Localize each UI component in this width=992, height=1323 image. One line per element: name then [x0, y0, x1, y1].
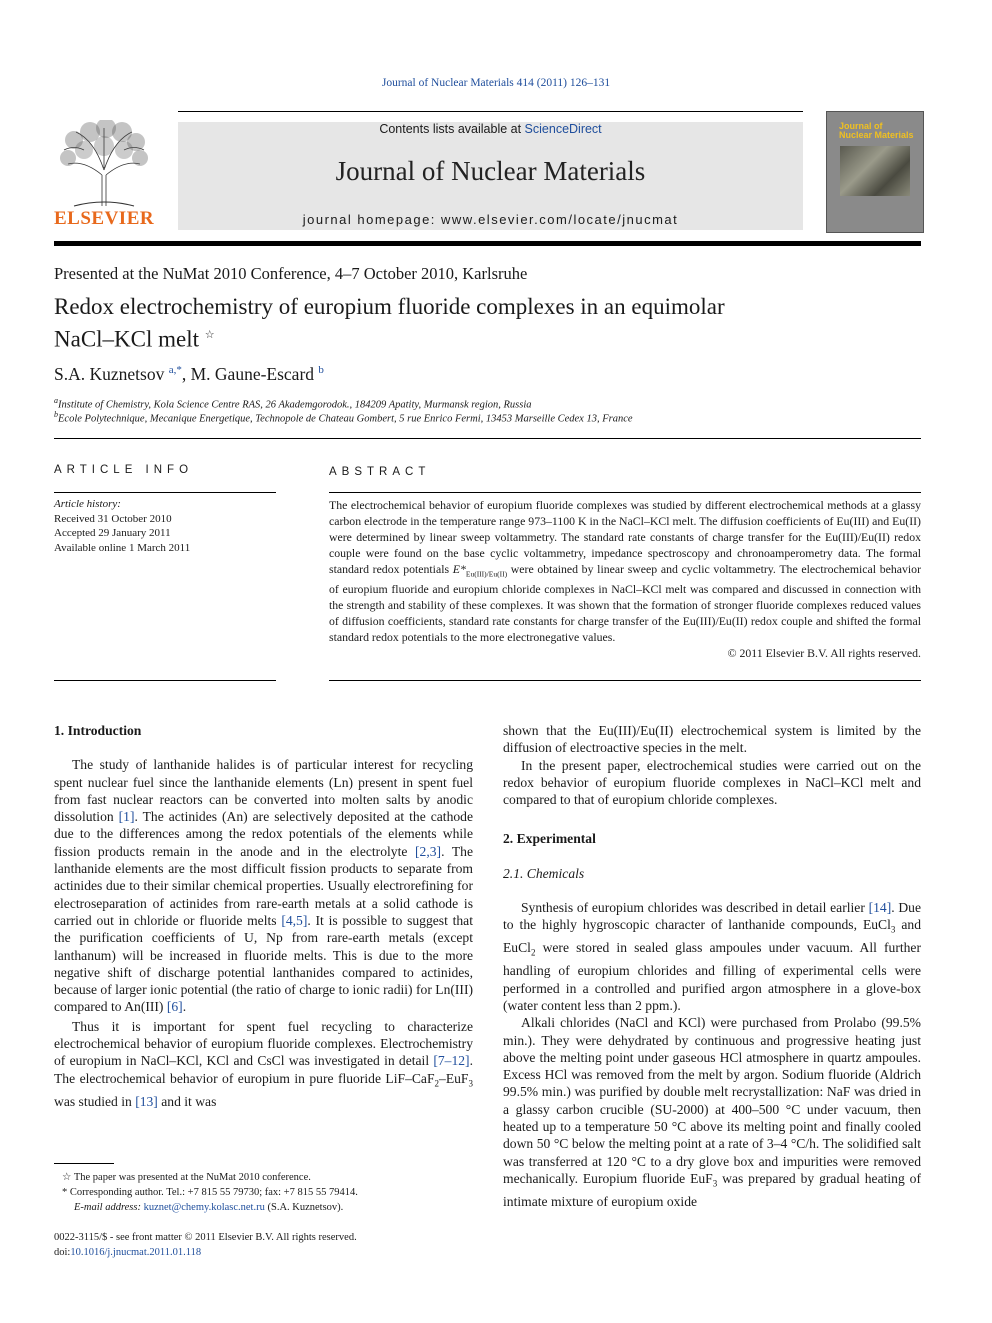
history-label: Article history: — [54, 498, 121, 510]
doi-label: doi: — [54, 1247, 71, 1258]
paragraph: In the present paper, electrochemical studies were carried out on the redox behavior of europium fluoride complexes in NaCl–KCl melt and compared to that of europium chloride complexes. — [503, 757, 921, 808]
author-affil-marker[interactable]: b — [318, 364, 324, 377]
email-owner: (S.A. Kuznetsov). — [264, 1202, 344, 1213]
redox-symbol-subscript: Eu(III)/Eu(II) — [465, 568, 508, 578]
journal-cover[interactable] — [826, 111, 924, 233]
paragraph: Thus it is important for spent fuel recycling to characterize electrochemical behavior of europium fluoride complexes. Electrochemistry of europium in NaCl–KCl, KCl and CsCl was investigated in detail [7–12]. The electrochemical behavior of europium in pure fluoride LiF–CaF$_2$–EuF$_3$ was studied in [13] and it was — [54, 1018, 473, 1109]
abstract-text: The electrochemical behavior of europium fluoride complexes was studied by different electrochemical methods at a glassy carbon electrode in the temperature range 973–1100 K in the NaCl–KCl melt. The diffusion coefficients of Eu(III) and Eu(II) were determined by linear sweep voltammetry. The standard rate constants of charge transfer for the Eu(III)/Eu(II) redox couple were found on the base cyclic voltammetry, impedance spectroscopy and chronoamperometry data. The formal standard redox potentials — [329, 498, 921, 576]
author-list — [54, 364, 324, 385]
paragraph: The study of lanthanide halides is of particular interest for recycling spent nuclear fuel since the lanthanide elements (Ln) present in spent fuel from fast nuclear reactors can be converted into molten salts by anodic dissolution [1]. The actinides (An) are selectively deposited at the cathode due to the differences among the redox potentials of the elements while fission products remain in the anode and in the electrolyte [2,3]. The lanthanide elements are the most difficult fission products to separate from actinides due to their similar chemical properties. Usually electrorefining for electroseparation of actinides from rare-earth metals at a solid cathode is carried out in chloride or fluoride melts [4,5]. It is possible to suggest that the purification coefficients of U, Np from rare-earth metals (except lanthanum) will be increased in fluoride melts. This is due to the more negative shift of discharge potential lanthanides compared to actinides, because of larger ionic potential (the ratio of charge to ionic radii) for Ln(III) compared to An(III) [6]. — [54, 757, 474, 1015]
abstract-copyright: © 2011 Elsevier B.V. All rights reserved. — [727, 645, 921, 660]
reference-link[interactable]: [7–12] — [433, 1053, 470, 1069]
title-line1: Redox electrochemistry of europium fluoride complexes in an equimolar — [54, 294, 725, 319]
title-footnote-mark[interactable]: ☆ — [204, 329, 215, 341]
journal-title: Journal of Nuclear Materials — [335, 156, 646, 186]
author-affil-marker[interactable]: a,* — [168, 364, 182, 377]
right-column — [503, 722, 921, 1210]
doi-link[interactable]: 10.1016/j.jnucmat.2011.01.118 — [70, 1247, 202, 1258]
section-heading: 2. Experimental — [503, 831, 596, 847]
footnote: * Corresponding author. Tel.: +7 815 55 79730; fax: +7 815 55 79414. — [62, 1187, 358, 1198]
article-info-heading: ARTICLE INFO — [54, 464, 194, 476]
affiliation-b: $^b$Ecole Polytechnique, Mecanique Energetique, Technopole de Chateau Gombert, 5 rue Enrico Fermi, 13453 Marseille Cedex 13, France — [54, 410, 633, 425]
abstract-heading: ABSTRACT — [329, 466, 431, 478]
paragraph: Alkali chlorides (NaCl and KCl) were purchased from Prolabo (99.5% min.). They were dehydrated by continuous and progressive heating just above the melting point under gaseous HCl atmosphere in quartz ampoules. Excess HCl was removed from the melt by argon. Sodium fluoride (Aldrich 99.5% min.) was purified by double melt recrystallization: NaF was dried in a glassy carbon crucible (SU-2000) at 400–500 °C under vacuum, then heated up to a temperature 50 °C above its melting point and finally cooled down 50 °C below the melting point at a rate of 3–4 °C/h. The solidified salt was transferred at 120 °C to a dry glove box and impurities were removed mechanically. Europium fluoride EuF$_3$ was prepared by gradual heating of intimate mixture of europium oxide — [503, 1015, 921, 1209]
journal-masthead — [178, 122, 803, 230]
reference-link[interactable]: [14] — [868, 900, 892, 916]
paragraph: Synthesis of europium chlorides was described in detail earlier [14]. Due to the highly hygroscopic character of lanthanide compounds, EuCl$_3$ and EuCl$_2$ were stored in sealed glass ampoules under vacuum. All further handling of europium chlorides and filling of experimental cells were performed in a controlled and purified argon atmosphere in a glove-box (water content less than 2 ppm.). — [503, 900, 922, 1013]
article-info-rule — [54, 492, 276, 493]
presented-at: Presented at the NuMat 2010 Conference, 4–7 October 2010, Karlsruhe — [54, 264, 528, 283]
title-divider — [54, 438, 921, 439]
reference-link[interactable]: [13] — [135, 1093, 158, 1109]
cover-image — [840, 146, 910, 196]
email-label: E-mail address: — [74, 1202, 144, 1213]
redox-symbol: E* — [452, 561, 466, 576]
abstract-rule — [329, 492, 921, 493]
article-title — [54, 293, 874, 354]
affiliation-a: $^a$Institute of Chemistry, Kola Science Centre RAS, 26 Akademgorodok., 184209 Apatity, Murmansk region, Russia — [54, 396, 532, 411]
journal-homepage[interactable]: journal homepage: www.elsevier.com/locate/jnucmat — [302, 212, 679, 227]
paragraph: shown that the Eu(III)/Eu(II) electrochemical system is limited by the diffusion of electroactive species in the melt. — [503, 723, 921, 756]
issn-line: 0022-3115/$ - see front matter © 2011 Elsevier B.V. All rights reserved. — [54, 1232, 357, 1243]
online-date: Available online 1 March 2011 — [54, 541, 191, 554]
affiliation-text: Ecole Polytechnique, Mecanique Energetique, Technopole de Chateau Gombert, 5 rue Enrico Fermi, 13453 Marseille Cedex 13, France — [58, 413, 633, 425]
front-matter — [54, 1230, 473, 1260]
elsevier-wordmark: ELSEVIER — [54, 208, 155, 229]
masthead-thick-rule — [54, 241, 921, 246]
abstract-text: were obtained by linear sweep and cyclic voltammetry. The electrochemical behavior of europium fluoride and europium chloride complexes in NaCl–KCl melt was compared and discussed in connection with the strength and stability of these complexes. It was shown that the formation of stronger fluoride complexes reduced values of diffusion coefficients, standard rate constants for charge transfer of the Eu(III)/Eu(II) redox couple and shifted the formal standard redox potentials to the more electronegative values. — [329, 561, 921, 644]
author-name: M. Gaune-Escard — [190, 364, 315, 384]
author-name: S.A. Kuznetsov — [54, 364, 165, 384]
cover-title — [839, 122, 914, 140]
contents-prefix: Contents lists available at — [379, 122, 525, 136]
received-date: Received 31 October 2010 — [54, 512, 172, 525]
subsection-heading: 2.1. Chemicals — [503, 865, 585, 881]
introduction-section — [54, 722, 473, 1110]
sciencedirect-link[interactable]: ScienceDirect — [524, 122, 602, 136]
reference-link[interactable]: [4,5] — [281, 912, 308, 928]
accepted-date: Accepted 29 January 2011 — [54, 527, 171, 539]
email-link[interactable]: kuznet@chemy.kolasc.net.ru — [143, 1202, 265, 1213]
article-info-bottom-rule — [54, 680, 276, 681]
article-history — [54, 497, 276, 555]
cover-title-line2: Nuclear Materials — [839, 130, 914, 140]
cover-title-line1: Journal of — [839, 121, 883, 131]
abstract-bottom-rule — [329, 680, 921, 681]
abstract-body — [329, 498, 921, 661]
author-separator: , — [181, 364, 191, 384]
journal-citation[interactable]: Journal of Nuclear Materials 414 (2011) 126–131 — [381, 77, 611, 89]
header-top-rule — [178, 111, 803, 112]
footnote: ☆ The paper was presented at the NuMat 2010 conference. — [62, 1172, 311, 1183]
reference-link[interactable]: [6] — [166, 999, 183, 1015]
elsevier-tree-icon — [54, 120, 154, 208]
title-line2: NaCl–KCl melt — [54, 326, 200, 352]
section-heading: 1. Introduction — [54, 723, 142, 738]
footnote-rule — [54, 1163, 114, 1164]
reference-link[interactable]: [2,3] — [415, 843, 442, 859]
reference-link[interactable]: [1] — [118, 809, 135, 825]
affiliation-text: Institute of Chemistry, Kola Science Centre RAS, 26 Akademgorodok., 184209 Apatity, Murmansk region, Russia — [58, 399, 532, 411]
contents-line — [178, 122, 803, 136]
footnotes — [54, 1170, 473, 1215]
